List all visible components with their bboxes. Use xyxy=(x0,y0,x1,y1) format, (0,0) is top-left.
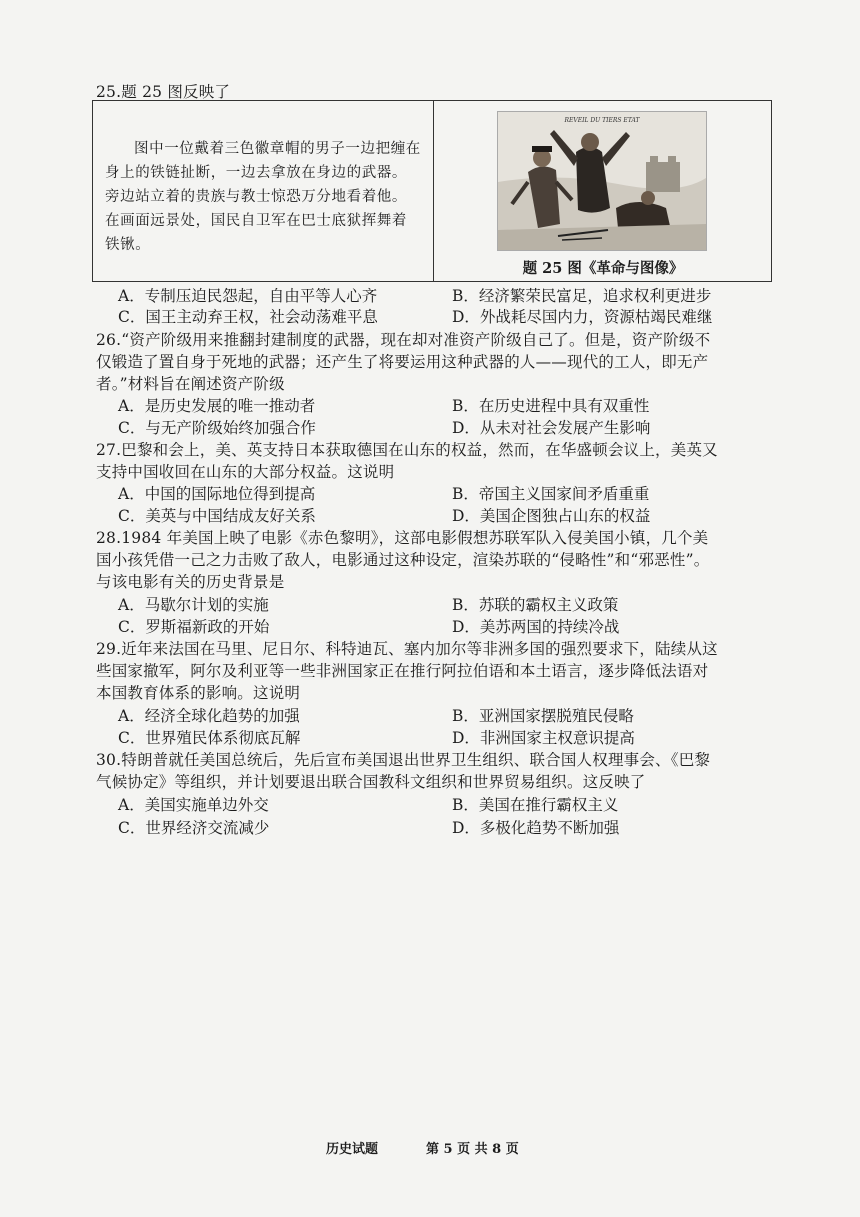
q25-stem: 25.题 25 图反映了 xyxy=(96,83,231,101)
q25-option-b: B．经济繁荣民富足，追求权利更进步 xyxy=(452,287,712,305)
q30-option-a: A．美国实施单边外交 xyxy=(118,796,269,814)
footer-subject: 历史试题 xyxy=(326,1142,379,1157)
q26-option-a: A．是历史发展的唯一推动者 xyxy=(118,397,316,415)
q29-option-b: B．亚洲国家摆脱殖民侵略 xyxy=(452,707,634,725)
q28-stem-line-3: 与该电影有关的历史背景是 xyxy=(96,573,285,591)
q25-option-a: A．专制压迫民怨起，自由平等人心齐 xyxy=(118,287,378,305)
q26-stem-line-3: 者。”材料旨在阐述资产阶级 xyxy=(96,375,285,393)
q28-option-a: A．马歇尔计划的实施 xyxy=(118,596,269,614)
q29-option-c: C．世界殖民体系彻底瓦解 xyxy=(118,729,301,747)
q27-option-a: A．中国的国际地位得到提高 xyxy=(118,485,316,503)
q30-option-d: D．多极化趋势不断加强 xyxy=(452,819,620,837)
footer-page-info: 第 5 页 共 8 页 xyxy=(426,1142,519,1157)
q25-table xyxy=(92,100,772,282)
q28-stem-line-1: 28.1984 年美国上映了电影《赤色黎明》，这部电影假想苏联军队入侵美国小镇，几个美 xyxy=(96,529,709,547)
q28-option-d: D．美苏两国的持续冷战 xyxy=(452,618,620,636)
q28-option-c: C．罗斯福新政的开始 xyxy=(118,618,270,636)
q30-stem-line-1: 30.特朗普就任美国总统后，先后宣布美国退出世界卫生组织、联合国人权理事会、《巴黎 xyxy=(96,751,711,769)
revolution-cartoon-image xyxy=(497,111,707,251)
q27-stem-line-1: 27.巴黎和会上，美、英支持日本获取德国在山东的权益，然而，在华盛顿会议上，美英又 xyxy=(96,441,718,459)
q29-stem-line-3: 本国教育体系的影响。这说明 xyxy=(96,684,301,702)
q29-stem-line-1: 29.近年来法国在马里、尼日尔、科特迪瓦、塞内加尔等非洲多国的强烈要求下，陆续从这 xyxy=(96,640,718,658)
q25-option-c: C．国王主动弃王权，社会动荡难平息 xyxy=(118,308,378,326)
q30-option-b: B．美国在推行霸权主义 xyxy=(452,796,619,814)
q27-option-b: B．帝国主义国家间矛盾重重 xyxy=(452,485,650,503)
q30-stem-line-2: 气候协定》等组织，并计划要退出联合国教科文组织和世界贸易组织。这反映了 xyxy=(96,773,646,791)
q25-option-d: D．外战耗尽国内力，资源枯竭民难继 xyxy=(452,308,713,326)
q27-option-d: D．美国企图独占山东的权益 xyxy=(452,507,651,525)
cartoon-inscription: REVEIL DU TIERS ETAT xyxy=(564,117,640,124)
q25-description: 图中一位戴着三色徽章帽的男子一边把缠在身上的铁链扯断，一边去拿放在身边的武器。旁边站立着的贵族与教士惊恐万分地看着他。在画面远景处，国民自卫军在巴士底狱挥舞着铁锹。 xyxy=(105,141,421,253)
q26-stem-line-2: 仅锻造了置自身于死地的武器；还产生了将要运用这种武器的人——现代的工人，即无产 xyxy=(96,353,709,371)
q29-option-a: A．经济全球化趋势的加强 xyxy=(118,707,300,725)
q29-stem-line-2: 些国家撤军，阿尔及利亚等一些非洲国家正在推行阿拉伯语和本土语言，逐步降低法语对 xyxy=(96,662,709,680)
q28-stem-line-2: 国小孩凭借一己之力击败了敌人，电影通过这种设定，渲染苏联的“侵略性”和“邪恶性”。 xyxy=(96,551,710,569)
q25-caption: 题 25 图《革命与图像》 xyxy=(522,260,684,277)
q26-option-c: C．与无产阶级始终加强合作 xyxy=(118,419,316,437)
q26-option-d: D．从未对社会发展产生影响 xyxy=(452,419,651,437)
q29-option-d: D．非洲国家主权意识提高 xyxy=(452,729,635,747)
q27-stem-line-2: 支持中国收回在山东的大部分权益。这说明 xyxy=(96,463,395,481)
q25-table-divider xyxy=(433,101,434,281)
q26-stem-line-1: 26.“资产阶级用来推翻封建制度的武器，现在却对准资产阶级自己了。但是，资产阶级不 xyxy=(96,331,711,349)
q26-option-b: B．在历史进程中具有双重性 xyxy=(452,397,650,415)
q30-option-c: C．世界经济交流减少 xyxy=(118,819,270,837)
q27-option-c: C．美英与中国结成友好关系 xyxy=(118,507,316,525)
q28-option-b: B．苏联的霸权主义政策 xyxy=(452,596,619,614)
